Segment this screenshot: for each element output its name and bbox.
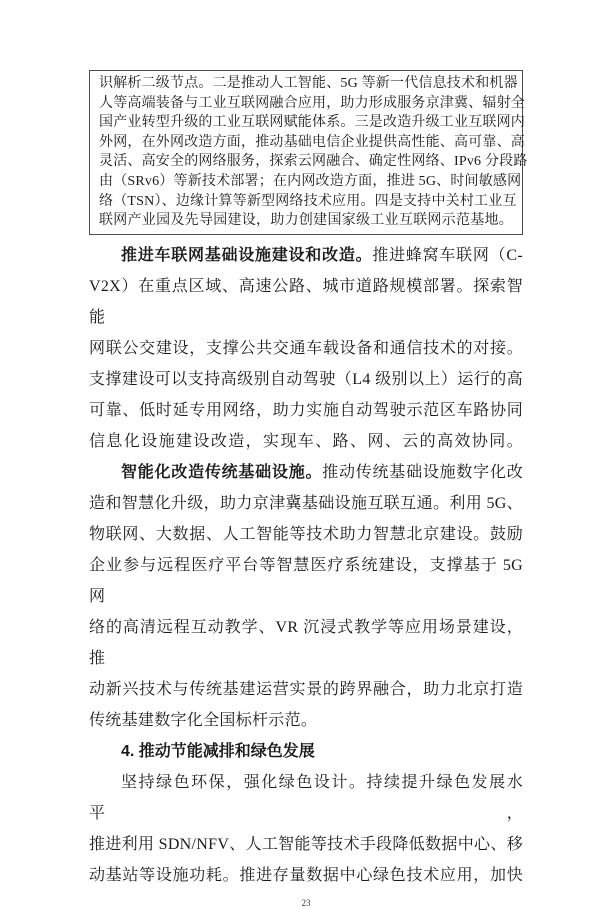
document-content — [89, 0, 528, 909]
box-line: 络（TSN）、边缘计算等新型网络技术应用。四是支持中关村工业互 — [99, 193, 517, 209]
body-line: 传统基建数字化全国标杆示范。 — [89, 711, 318, 729]
paragraph-vehicle-network — [89, 240, 523, 457]
box-line: 灵活、高安全的网络服务，探索云网融合、确定性网络、IPv6 分段路 — [99, 154, 528, 170]
paragraph-green-development — [89, 767, 523, 891]
body-line: 坚持绿色环保，强化绿色设计。持续提升绿色发展水平， — [89, 773, 523, 822]
highlight-box — [89, 70, 528, 235]
box-line: 人等高端装备与工业互联网融合应用，助力形成服务京津冀、辐射全 — [99, 95, 525, 111]
body-line: 络的高清远程互动教学、VR 沉浸式教学等应用场景建设，推 — [89, 618, 523, 667]
paragraph-smart-infrastructure — [89, 457, 523, 736]
paragraph-lead-bold: 智能化改造传统基础设施。 — [121, 463, 323, 481]
box-line: 识解析二级节点。二是推动人工智能、5G 等新一代信息技术和机器 — [99, 76, 518, 91]
body-line: 网联公交建设，支撑公共交通车载设备和通信技术的对接。 — [89, 339, 523, 357]
body-line: 信息化设施建设改造，实现车、路、网、云的高效协同。 — [89, 432, 523, 450]
box-line: 由（SRv6）等新技术部署；在内网改造方面，推进 5G、时间敏感网 — [99, 173, 522, 189]
page-number: 23 — [301, 897, 311, 908]
body-line — [89, 457, 523, 488]
body-line: 造和智慧化升级，助力京津冀基础设施互联互通。利用 5G、 — [89, 494, 523, 512]
paragraph-lead-rest: 推动传统基础设施数字化改 — [322, 463, 523, 481]
body-line: 物联网、大数据、人工智能等技术助力智慧北京建设。鼓励 — [89, 525, 523, 543]
paragraph-lead-rest: 推进蜂窝车联网（C- — [372, 246, 523, 264]
box-line: 国产业转型升级的工业互联网赋能体系。三是改造升级工业互联网内 — [99, 115, 525, 131]
paragraph-lead-bold: 推进车联网基础设施建设和改造。 — [121, 246, 373, 264]
body-line: V2X）在重点区域、高速公路、城市道路规模部署。探索智能 — [89, 277, 523, 326]
body-line: 可靠、低时延专用网络，助力实施自动驾驶示范区车路协同 — [89, 401, 523, 419]
body-line: 动基站等设施功耗。推进存量数据中心绿色技术应用，加快 — [89, 866, 523, 884]
section-heading: 4. 推动节能减排和绿色发展 — [121, 742, 315, 760]
body-line: 动新兴技术与传统基建运营实景的跨界融合，助力北京打造 — [89, 680, 523, 698]
body-line: 推进利用 SDN/NFV、人工智能等技术手段降低数据中心、移 — [89, 835, 523, 853]
body-line — [89, 240, 523, 271]
body-line: 支撑建设可以支持高级别自动驾驶（L4 级别以上）运行的高 — [89, 370, 523, 388]
box-line: 外网，在外网改造方面，推动基础电信企业提供高性能、高可靠、高 — [99, 134, 525, 150]
body-line: 企业参与远程医疗平台等智慧医疗系统建设，支撑基于 5G 网 — [89, 556, 523, 605]
box-line: 联网产业园及先导园建设，助力创建国家级工业互联网示范基地。 — [99, 213, 513, 229]
